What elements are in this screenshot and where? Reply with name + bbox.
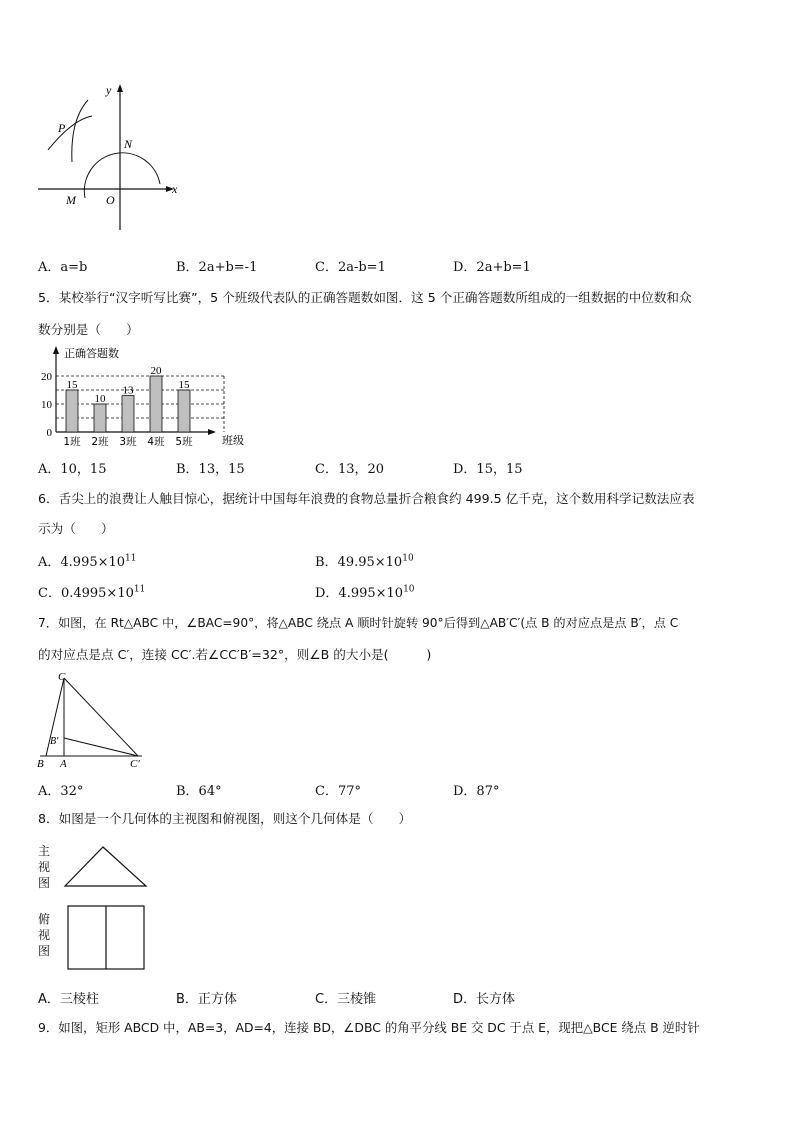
- q6-option-d-exp: 10: [403, 584, 415, 595]
- label-n: N: [124, 137, 133, 151]
- q7-text-line1: 7．如图，在 Rt△ABC 中，∠BAC=90°，将△ABC 绕点 A 顺时针旋转 90°后得到△AB′C′(点 B 的对应点是点 B′，点 C: [38, 616, 679, 630]
- q7-option-d[interactable]: D．87°: [453, 784, 500, 799]
- arc-centered-o: [84, 153, 160, 198]
- label-c-prime: C′: [130, 758, 140, 770]
- top-view-char-3: 图: [38, 944, 51, 958]
- q8-option-b[interactable]: B．正方体: [176, 992, 237, 1007]
- top-view-char-2: 视: [38, 928, 51, 942]
- chart-x-tick-1: 1班: [63, 436, 81, 448]
- top-view-rectangle: [66, 904, 148, 972]
- segment-b1c1: [64, 738, 138, 756]
- q6-option-a-base: A．4.995×10: [38, 555, 126, 570]
- chart-bar-3: [122, 396, 134, 432]
- segment-cc1: [64, 678, 138, 756]
- q6-option-a-exp: 11: [125, 553, 137, 564]
- chart-xlabel: 班级: [222, 434, 244, 447]
- q6-option-b-exp: 10: [402, 553, 414, 564]
- front-view-char-3: 图: [38, 876, 51, 890]
- q5-option-a[interactable]: A．10，15: [38, 462, 107, 477]
- chart-x-tick-3: 3班: [119, 436, 137, 448]
- top-view-label: [38, 911, 52, 959]
- front-view-char-1: 主: [38, 844, 51, 858]
- chart-y-tick-2: 10: [41, 399, 52, 411]
- label-m: M: [66, 193, 76, 207]
- q9-text-line1: 9．如图，矩形 ABCD 中，AB=3，AD=4，连接 BD，∠DBC 的角平分线 BE 交 DC 于点 E，现把△BCE 绕点 B 逆时针: [38, 1020, 700, 1035]
- front-view-char-2: 视: [38, 860, 51, 874]
- q6-option-d-base: D．4.995×10: [315, 586, 404, 601]
- chart-y-tick-1: 0: [46, 427, 52, 439]
- q7-option-b[interactable]: B．64°: [176, 784, 222, 799]
- q4-option-b[interactable]: B．2a+b=-1: [176, 260, 258, 275]
- chart-data-label-5: 15: [178, 379, 190, 391]
- q4-option-a[interactable]: A．a=b: [38, 260, 88, 275]
- chart-bar-1: [66, 390, 78, 432]
- label-p: P: [58, 121, 66, 135]
- q6-option-b[interactable]: [315, 551, 414, 570]
- q6-option-c-exp: 11: [133, 584, 146, 595]
- front-view-label: [38, 843, 52, 891]
- q8-option-d[interactable]: D．长方体: [453, 992, 516, 1007]
- q5-option-b[interactable]: B．13，15: [176, 462, 245, 477]
- q6-text-line2: 示为（ ）: [38, 521, 114, 536]
- q6-option-b-base: B．49.95×10: [315, 555, 403, 570]
- q5-bar-chart: [36, 344, 256, 452]
- q7-text-line2: 的对应点是点 C′，连接 CC′.若∠CC′B′=32°，则∠B 的大小是( ): [38, 647, 432, 662]
- q5-option-d[interactable]: D．15，15: [453, 462, 523, 477]
- q8-text-line1: 8．如图是一个几何体的主视图和俯视图，则这个几何体是（ ）: [38, 811, 412, 826]
- q8-option-c[interactable]: C．三棱锥: [315, 992, 377, 1007]
- label-a: A: [60, 758, 67, 770]
- q4-coordinate-figure: [30, 80, 190, 240]
- q4-option-d[interactable]: D．2a+b=1: [453, 260, 531, 275]
- top-view-char-1: 俯: [38, 912, 51, 926]
- q6-text-line1: 6．舌尖上的浪费让人触目惊心，据统计中国每年浪费的食物总量折合粮食约 499.5 亿千克，这个数用科学记数法应表: [38, 491, 695, 506]
- chart-data-label-2: 10: [94, 393, 106, 405]
- q5-option-c[interactable]: C．13，20: [315, 462, 385, 477]
- chart-y-axis-arrow: [53, 346, 59, 354]
- chart-title: 正确答题数: [64, 347, 119, 360]
- q6-option-c-base: C．0.4995×10: [38, 586, 134, 601]
- label-b-prime: B′: [50, 736, 59, 747]
- chart-data-label-1: 15: [66, 379, 78, 391]
- q7-option-c[interactable]: C．77°: [315, 784, 361, 799]
- q6-option-d[interactable]: [315, 582, 415, 601]
- chart-bar-5: [178, 390, 190, 432]
- arc-from-n: [72, 100, 88, 162]
- y-axis-arrow: [117, 84, 123, 92]
- chart-y-tick-3: 20: [41, 371, 52, 383]
- chart-data-label-3: 13: [122, 384, 134, 397]
- front-view-triangle: [62, 844, 152, 890]
- q5-text-line1: 5．某校举行“汉字听写比赛”，5 个班级代表队的正确答题数如图．这 5 个正确答题数所组成的一组数据的中位数和众: [38, 290, 692, 305]
- chart-x-axis-arrow: [208, 429, 216, 435]
- chart-x-tick-5: 5班: [175, 436, 193, 448]
- label-b: B: [37, 758, 44, 770]
- q8-option-a[interactable]: A．三棱柱: [38, 992, 99, 1007]
- label-x: x: [172, 182, 178, 196]
- q4-option-c[interactable]: C．2a-b=1: [315, 260, 386, 275]
- label-o: O: [106, 193, 115, 207]
- q7-option-a[interactable]: A．32°: [38, 784, 84, 799]
- chart-bar-2: [94, 404, 106, 432]
- label-y: y: [106, 83, 112, 97]
- label-c: C: [58, 671, 66, 683]
- q6-option-c[interactable]: [38, 582, 145, 601]
- arc-from-m: [48, 116, 92, 150]
- chart-bar-4: [150, 376, 162, 432]
- chart-x-tick-4: 4班: [147, 436, 165, 448]
- chart-x-tick-2: 2班: [91, 436, 109, 448]
- chart-data-label-4: 20: [150, 365, 162, 377]
- q5-text-line2: 数分别是（ ）: [38, 322, 139, 337]
- q6-option-a[interactable]: [38, 551, 137, 570]
- q7-triangle-figure: [34, 670, 154, 770]
